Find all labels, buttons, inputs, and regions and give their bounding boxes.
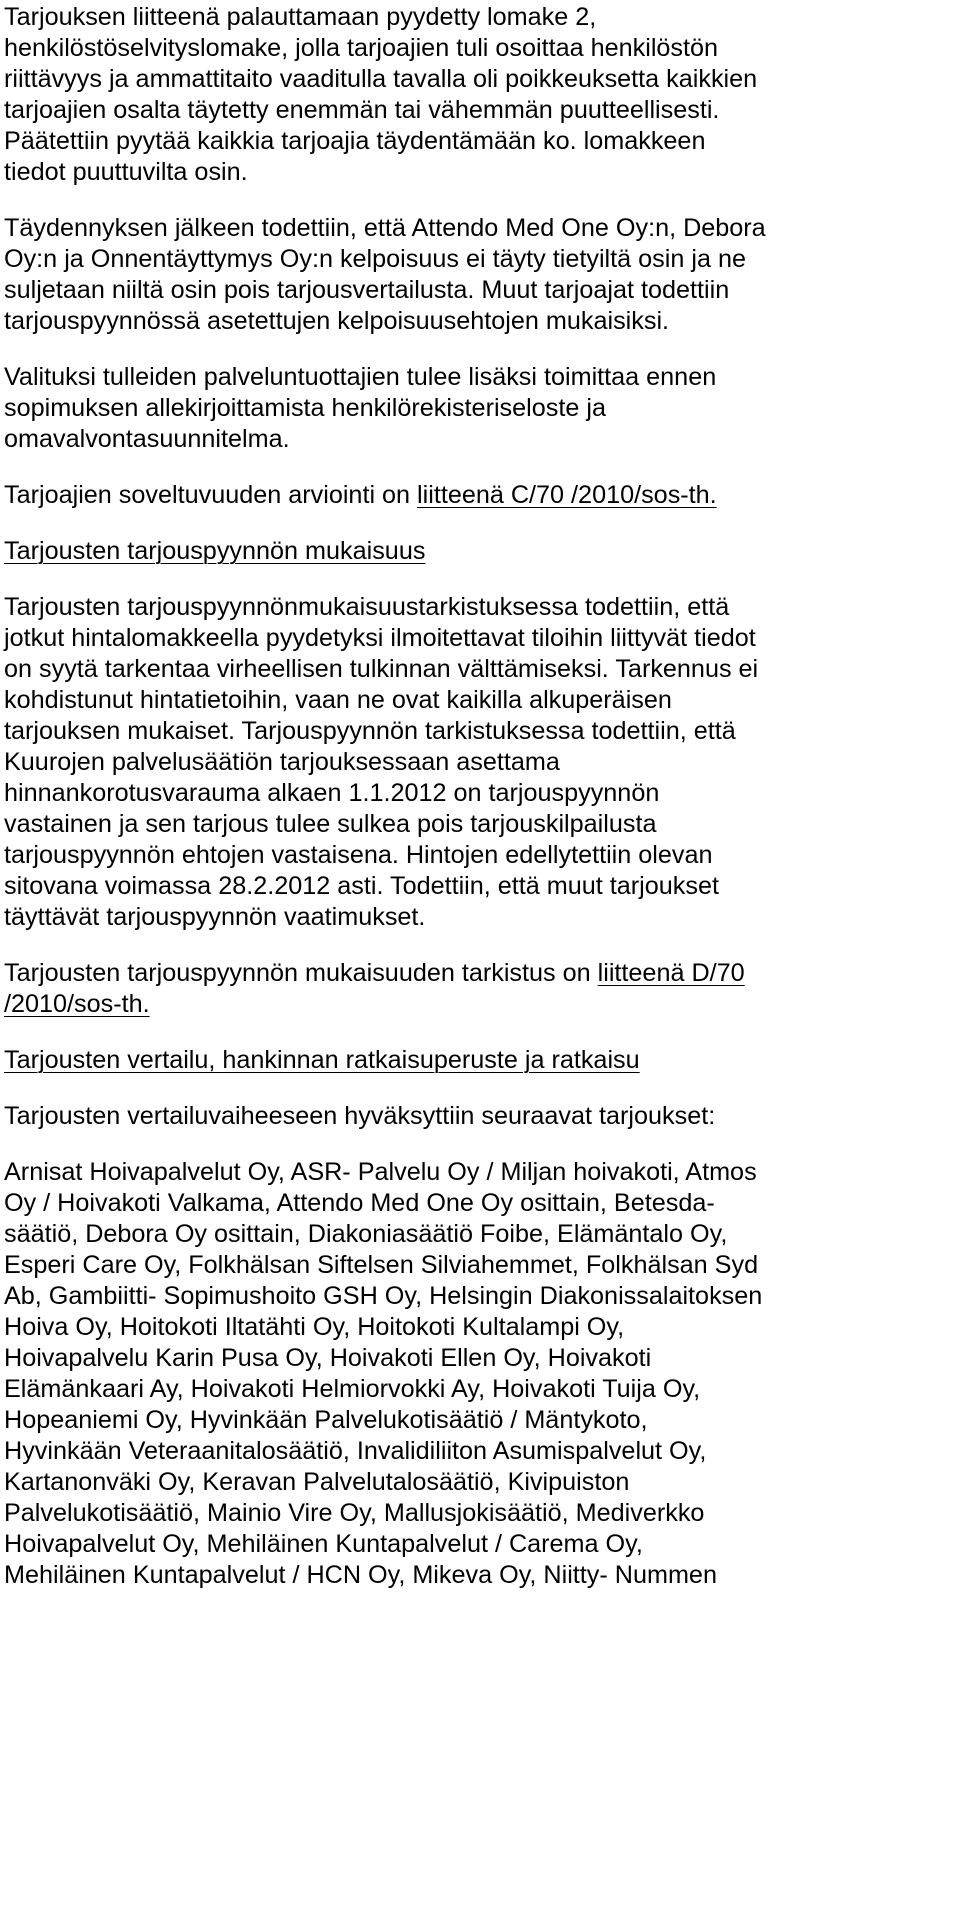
text-line <box>4 592 729 623</box>
text-line <box>4 871 719 902</box>
line-text: tarjouspyynnössä asetettujen kelpoisuusehtojen mukaisiksi. <box>4 307 670 335</box>
line-text: riittävyys ja ammattitaito vaaditulla tavalla oli poikkeuksetta kaikkien <box>4 65 758 93</box>
line-text: hinnankorotusvarauma alkaen 1.1.2012 on tarjouspyynnön <box>4 779 660 807</box>
line-text: suljetaan niiltä osin pois tarjousvertailusta. Muut tarjoajat todettiin <box>4 276 730 304</box>
text-line <box>4 809 656 840</box>
line-text: omavalvontasuunnitelma. <box>4 425 290 453</box>
text-line <box>4 33 718 64</box>
text-line <box>4 157 248 188</box>
line-text: tiedot puuttuvilta osin. <box>4 158 248 186</box>
text-line <box>4 275 729 306</box>
text-line <box>4 1498 704 1529</box>
line-text: Hopeaniemi Oy, Hyvinkään Palvelukotisäätiö / Mäntykoto, <box>4 1406 648 1434</box>
text-line <box>4 958 745 989</box>
line-text: Palvelukotisäätiö, Mainio Vire Oy, Mallusjokisäätiö, Mediverkko <box>4 1499 705 1527</box>
line-text: jotkut hintalomakkeella pyydetyksi ilmoitettavat tiloihin liittyvät tiedot <box>4 624 756 652</box>
text-line <box>4 1188 715 1219</box>
line-text: tarjoajien osalta täytetty enemmän tai vähemmän puutteellisesti. <box>4 96 720 124</box>
text-line <box>4 64 757 95</box>
line-text: sopimuksen allekirjoittamista henkilörekisteriseloste ja <box>4 394 606 422</box>
line-text: säätiö, Debora Oy osittain, Diakoniasäätiö Foibe, Elämäntalo Oy, <box>4 1220 728 1248</box>
text-line <box>4 1157 757 1188</box>
line-text: vastainen ja sen tarjous tulee sulkea pois tarjouskilpailusta <box>4 810 657 838</box>
line-text: Tarjousten vertailuvaiheeseen hyväksyttiin seuraavat tarjoukset: <box>4 1102 716 1130</box>
line-text: Esperi Care Oy, Folkhälsan Siftelsen Silviahemmet, Folkhälsan Syd <box>4 1251 759 1279</box>
attachment-link[interactable]: liitteenä D/70 <box>597 959 745 987</box>
line-text: tarjouspyynnön ehtojen vastaisena. Hintojen edellytettiin olevan <box>4 841 713 869</box>
text-line <box>4 685 672 716</box>
line-text: Tarjousten tarjouspyynnön mukaisuuden tarkistus on <box>4 959 598 987</box>
line-text: Valituksi tulleiden palveluntuottajien tulee lisäksi toimittaa ennen <box>4 363 717 391</box>
attachment-link[interactable]: /2010/sos-th. <box>4 990 150 1018</box>
line-text: Tarjouksen liitteenä palauttamaan pyydetty lomake 2, <box>4 3 597 31</box>
text-line <box>4 1312 624 1343</box>
line-text: kohdistunut hintatietoihin, vaan ne ovat kaikilla alkuperäisen <box>4 686 672 714</box>
line-text: Oy:n ja Onnentäyttymys Oy:n kelpoisuus ei täyty tietyiltä osin ja ne <box>4 245 746 273</box>
line-text: sitovana voimassa 28.2.2012 asti. Todettiin, että muut tarjoukset <box>4 872 719 900</box>
text-line <box>4 654 758 685</box>
text-line <box>4 840 713 871</box>
line-text: Mehiläinen Kuntapalvelut / HCN Oy, Mikeva Oy, Niitty- Nummen <box>4 1561 717 1589</box>
text-line <box>4 126 705 157</box>
text-line <box>4 1250 758 1281</box>
text-line <box>4 1343 651 1374</box>
line-text: Elämänkaari Ay, Hoivakoti Helmiorvokki Ay, Hoivakoti Tuija Oy, <box>4 1375 701 1403</box>
line-text: Päätettiin pyytää kaikkia tarjoajia täydentämään ko. lomakkeen <box>4 127 706 155</box>
text-line <box>4 362 716 393</box>
section-heading <box>4 536 425 567</box>
line-text: Tarjoajien soveltuvuuden arviointi on <box>4 481 418 509</box>
text-line <box>4 716 736 747</box>
line-text: Kartanonväki Oy, Keravan Palvelutalosäätiö, Kivipuiston <box>4 1468 630 1496</box>
attachment-link[interactable]: liitteenä C/70 /2010/sos-th. <box>417 481 717 509</box>
line-text: Kuurojen palvelusäätiön tarjouksessaan asettama <box>4 748 560 776</box>
text-line <box>4 1436 706 1467</box>
text-line <box>4 778 659 809</box>
text-line <box>4 989 150 1020</box>
line-text: henkilöstöselvityslomake, jolla tarjoajien tuli osoittaa henkilöstön <box>4 34 719 62</box>
text-line <box>4 95 719 126</box>
line-text: Hoivapalvelut Oy, Mehiläinen Kuntapalvelut / Carema Oy, <box>4 1530 643 1558</box>
line-text: Hoivapalvelu Karin Pusa Oy, Hoivakoti Ellen Oy, Hoivakoti <box>4 1344 652 1372</box>
section-heading-text: Tarjousten tarjouspyynnön mukaisuus <box>4 537 426 565</box>
text-line <box>4 1467 629 1498</box>
line-text: Ab, Gambiitti- Sopimushoito GSH Oy, Helsingin Diakonissalaitoksen <box>4 1282 763 1310</box>
text-line <box>4 480 717 511</box>
line-text: on syytä tarkentaa virheellisen tulkinnan välttämiseksi. Tarkennus ei <box>4 655 759 683</box>
text-line <box>4 1374 700 1405</box>
text-line <box>4 623 756 654</box>
text-line <box>4 393 606 424</box>
text-line <box>4 244 746 275</box>
text-line <box>4 1219 727 1250</box>
text-line <box>4 1281 762 1312</box>
text-line <box>4 1529 643 1560</box>
line-text: Hyvinkään Veteraanitalosäätiö, Invalidiliiton Asumispalvelut Oy, <box>4 1437 707 1465</box>
line-text: täyttävät tarjouspyynnön vaatimukset. <box>4 903 426 931</box>
section-heading <box>4 1045 640 1076</box>
text-line <box>4 1101 715 1132</box>
text-line <box>4 1560 717 1591</box>
line-text: tarjouksen mukaiset. Tarjouspyynnön tarkistuksessa todettiin, että <box>4 717 736 745</box>
line-text: Tarjousten tarjouspyynnönmukaisuustarkistuksessa todettiin, että <box>4 593 730 621</box>
text-line <box>4 902 425 933</box>
line-text: Arnisat Hoivapalvelut Oy, ASR- Palvelu Oy / Miljan hoivakoti, Atmos <box>4 1158 757 1186</box>
text-line <box>4 306 669 337</box>
text-line <box>4 424 290 455</box>
section-heading-text: Tarjousten vertailu, hankinnan ratkaisuperuste ja ratkaisu <box>4 1046 640 1074</box>
text-line <box>4 747 560 778</box>
text-line <box>4 1405 648 1436</box>
line-text: Oy / Hoivakoti Valkama, Attendo Med One Oy osittain, Betesda- <box>4 1189 715 1217</box>
line-text: Hoiva Oy, Hoitokoti Iltatähti Oy, Hoitokoti Kultalampi Oy, <box>4 1313 625 1341</box>
line-text: Täydennyksen jälkeen todettiin, että Attendo Med One Oy:n, Debora <box>4 214 766 242</box>
text-line <box>4 2 596 33</box>
text-line <box>4 213 766 244</box>
